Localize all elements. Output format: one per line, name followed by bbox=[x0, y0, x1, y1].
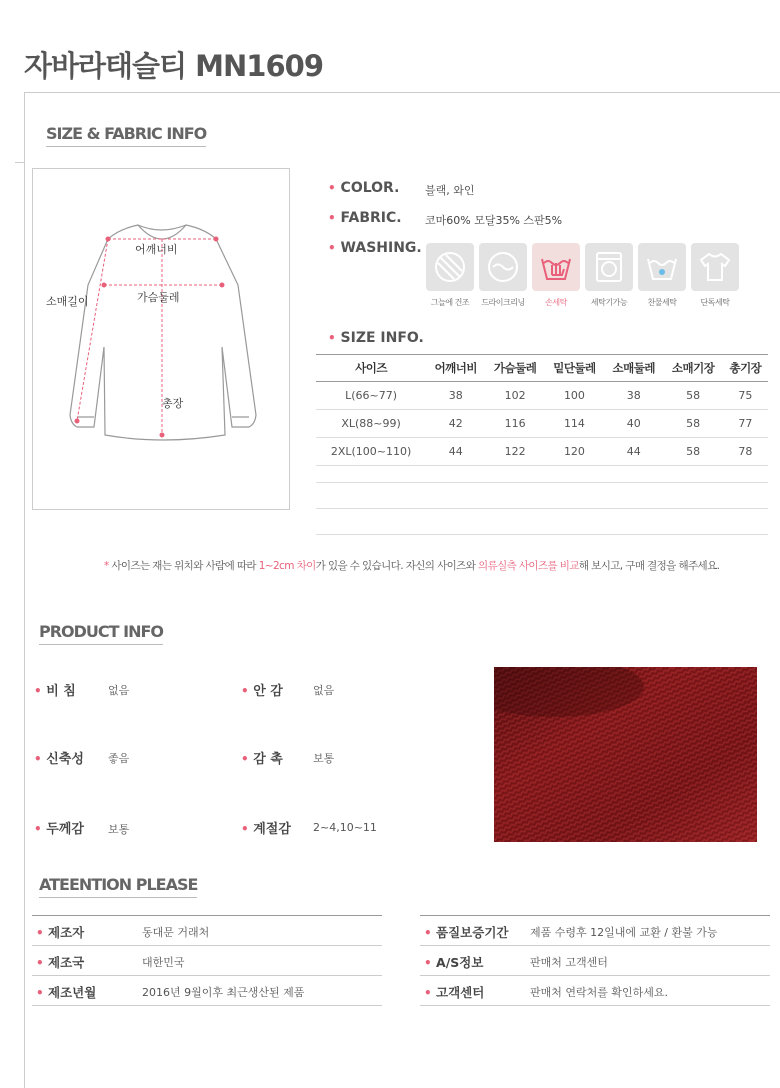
wash-label: 단독세탁 bbox=[700, 298, 730, 307]
garment-diagram bbox=[32, 168, 290, 510]
thickness-value: 보통 bbox=[108, 823, 130, 836]
table-row bbox=[316, 438, 768, 466]
list-item bbox=[420, 976, 770, 1006]
season-key bbox=[241, 818, 291, 837]
manufacture-date-value: 2016년 9월이후 최근생산된 제품 bbox=[142, 986, 305, 999]
customer-center-value: 판매처 연락처를 확인하세요. bbox=[530, 986, 669, 999]
dry-clean-icon bbox=[479, 243, 527, 291]
col-hem: 밑단둘레 bbox=[545, 355, 604, 382]
pi-key-text: 비 침 bbox=[46, 684, 76, 699]
bullet-icon: • bbox=[424, 956, 432, 970]
as-info-value: 판매처 고객센터 bbox=[530, 956, 608, 969]
table-empty-row-line bbox=[316, 508, 768, 509]
stretch-value: 좋음 bbox=[108, 752, 130, 765]
stretch-key bbox=[34, 748, 84, 767]
table-row bbox=[316, 410, 768, 438]
size-info-key: SIZE INFO. bbox=[340, 330, 424, 346]
frame-left-line bbox=[24, 92, 25, 1088]
texture-value: 보통 bbox=[313, 752, 335, 765]
bullet-icon: • bbox=[241, 822, 249, 836]
table-cell: 38 bbox=[604, 382, 663, 410]
size-note bbox=[104, 558, 719, 573]
texture-key bbox=[241, 748, 283, 767]
list-item bbox=[32, 916, 382, 946]
cold-water-icon bbox=[638, 243, 686, 291]
table-row bbox=[316, 382, 768, 410]
manufacture-date-key: 제조년월 bbox=[48, 985, 97, 1000]
table-empty-row-line bbox=[316, 482, 768, 483]
bullet-icon: • bbox=[34, 752, 42, 766]
table-cell: 77 bbox=[723, 410, 768, 438]
fabric-value: 코마60% 모달35% 스판5% bbox=[425, 214, 563, 227]
bullet-icon: • bbox=[424, 926, 432, 940]
col-size: 사이즈 bbox=[316, 355, 426, 382]
wash-item-separate bbox=[691, 243, 739, 308]
color-key: COLOR. bbox=[340, 180, 400, 196]
table-cell: 120 bbox=[545, 438, 604, 466]
size-table-header bbox=[316, 355, 768, 382]
table-cell: 44 bbox=[426, 438, 485, 466]
see-through-value: 없음 bbox=[108, 684, 130, 697]
table-cell: 114 bbox=[545, 410, 604, 438]
size-table bbox=[316, 354, 768, 466]
list-item bbox=[420, 916, 770, 946]
season-value: 2~4,10~11 bbox=[313, 821, 377, 834]
warranty-key: 품질보증기간 bbox=[436, 925, 509, 940]
bullet-icon: • bbox=[241, 752, 249, 766]
table-cell: 44 bbox=[604, 438, 663, 466]
bullet-icon: • bbox=[328, 211, 336, 225]
size-fabric-heading: SIZE & FABRIC INFO bbox=[46, 124, 206, 147]
bullet-icon: • bbox=[328, 241, 336, 255]
table-empty-row-line bbox=[316, 534, 768, 535]
country-value: 대한민국 bbox=[142, 956, 185, 969]
wash-label: 찬물세탁 bbox=[647, 298, 677, 307]
table-cell: 38 bbox=[426, 382, 485, 410]
lining-key bbox=[241, 680, 283, 699]
product-info-heading: PRODUCT INFO bbox=[39, 622, 163, 645]
country-key: 제조국 bbox=[48, 955, 85, 970]
bullet-icon: • bbox=[34, 822, 42, 836]
bullet-icon: • bbox=[241, 684, 249, 698]
tshirt-outline-icon bbox=[33, 169, 291, 511]
note-highlight: 1~2cm 차이 bbox=[258, 560, 316, 572]
list-item bbox=[32, 976, 382, 1006]
bullet-icon: • bbox=[36, 986, 44, 1000]
table-cell: 102 bbox=[485, 382, 544, 410]
table-cell: 100 bbox=[545, 382, 604, 410]
attention-heading: ATEENTION PLEASE bbox=[39, 875, 197, 898]
pi-key-text: 감 촉 bbox=[253, 752, 283, 767]
wash-label: 손세탁 bbox=[545, 298, 567, 307]
wash-label: 그늘에 건조 bbox=[430, 298, 470, 307]
table-cell: L(66~77) bbox=[316, 382, 426, 410]
as-info-key: A/S정보 bbox=[436, 955, 484, 970]
list-item bbox=[420, 946, 770, 976]
table-cell: 58 bbox=[663, 438, 722, 466]
bullet-icon: • bbox=[34, 684, 42, 698]
length-label: 총장 bbox=[162, 397, 184, 410]
table-cell: 116 bbox=[485, 410, 544, 438]
note-text: 해 보시고, 구매 결정을 해주세요. bbox=[578, 560, 720, 572]
fabric-key: FABRIC. bbox=[340, 210, 402, 226]
bullet-icon: • bbox=[424, 986, 432, 1000]
pi-key-text: 신축성 bbox=[46, 752, 84, 767]
wash-item-cold-water bbox=[638, 243, 686, 308]
lining-value: 없음 bbox=[313, 684, 335, 697]
shade-dry-icon bbox=[426, 243, 474, 291]
bullet-icon: • bbox=[328, 181, 336, 195]
table-cell: XL(88~99) bbox=[316, 410, 426, 438]
pi-key-text: 계절감 bbox=[253, 822, 291, 837]
col-sleeve-width: 소매둘레 bbox=[604, 355, 663, 382]
wash-label: 드라이크리닝 bbox=[481, 298, 525, 307]
color-value: 블랙, 와인 bbox=[425, 184, 475, 197]
customer-center-key: 고객센터 bbox=[436, 985, 485, 1000]
note-star: * bbox=[104, 560, 109, 572]
note-text: 가 있을 수 있습니다. 자신의 사이즈와 bbox=[315, 560, 478, 572]
frame-tick bbox=[15, 162, 24, 163]
table-cell: 58 bbox=[663, 382, 722, 410]
wash-item-dry-clean bbox=[479, 243, 527, 308]
bullet-icon: • bbox=[328, 331, 336, 345]
table-cell: 75 bbox=[723, 382, 768, 410]
wash-label: 세탁기가능 bbox=[590, 298, 628, 307]
washing-key: WASHING. bbox=[340, 240, 422, 256]
see-through-key bbox=[34, 680, 76, 699]
col-shoulder: 어깨너비 bbox=[426, 355, 485, 382]
washing-machine-icon bbox=[585, 243, 633, 291]
hand-wash-icon bbox=[532, 243, 580, 291]
fabric-closeup-image bbox=[494, 667, 757, 842]
frame-top-line bbox=[24, 92, 780, 93]
note-highlight: 의류실측 사이즈를 비교 bbox=[477, 560, 579, 572]
manufacturer-value: 동대문 거래처 bbox=[142, 926, 210, 939]
pi-key-text: 안 감 bbox=[253, 684, 283, 699]
wash-item-machine bbox=[585, 243, 633, 308]
manufacturer-key: 제조자 bbox=[48, 925, 85, 940]
product-title: 자바라태슬티 MN1609 bbox=[24, 49, 324, 83]
wash-item-hand-wash bbox=[532, 243, 580, 308]
note-text: 사이즈는 재는 위치와 사람에 따라 bbox=[108, 560, 259, 572]
bullet-icon: • bbox=[36, 956, 44, 970]
list-item bbox=[32, 946, 382, 976]
shoulder-label: 어깨너비 bbox=[135, 243, 178, 256]
table-cell: 2XL(100~110) bbox=[316, 438, 426, 466]
warranty-value: 제품 수령후 12일내에 교환 / 환불 가능 bbox=[530, 926, 718, 939]
thickness-key bbox=[34, 818, 84, 837]
bullet-icon: • bbox=[36, 926, 44, 940]
table-cell: 40 bbox=[604, 410, 663, 438]
col-total-length: 총기장 bbox=[723, 355, 768, 382]
pi-key-text: 두께감 bbox=[46, 822, 84, 837]
wash-item-shade-dry bbox=[426, 243, 474, 308]
col-sleeve-length: 소매기장 bbox=[663, 355, 722, 382]
sleeve-label: 소매길이 bbox=[46, 295, 89, 308]
table-cell: 122 bbox=[485, 438, 544, 466]
table-cell: 58 bbox=[663, 410, 722, 438]
col-chest: 가슴둘레 bbox=[485, 355, 544, 382]
table-cell: 42 bbox=[426, 410, 485, 438]
separate-wash-icon bbox=[691, 243, 739, 291]
table-cell: 78 bbox=[723, 438, 768, 466]
chest-label: 가슴둘레 bbox=[137, 291, 180, 304]
